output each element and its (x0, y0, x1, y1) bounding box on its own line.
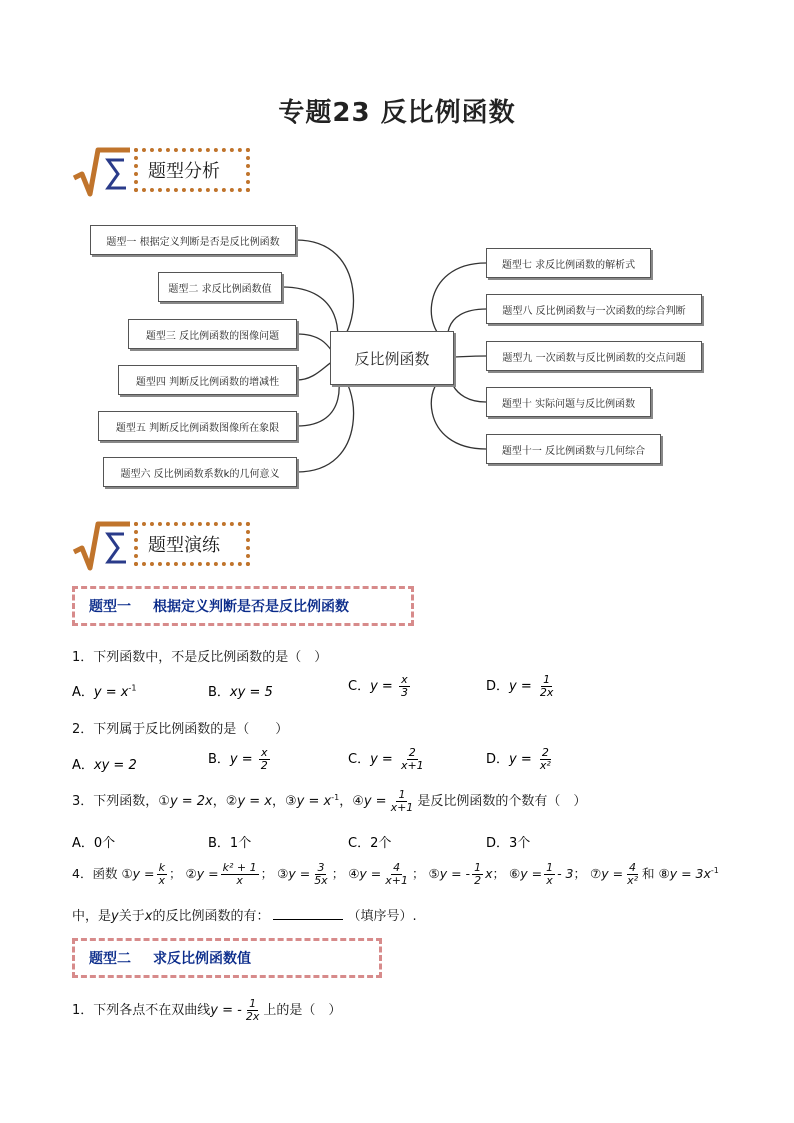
q1-option-d: D．y = $\frac{1}{2x}$ (486, 673, 554, 700)
question-2-stem: 2．下列属于反比例函数的是（ ） (72, 722, 289, 737)
mindmap-node-4: 题型四 判断反比例函数的增减性 (118, 365, 297, 395)
q1-option-b: B．xy = 5 (208, 685, 273, 700)
q3-option-b: B．1个 (208, 836, 252, 851)
q2-option-a: A．xy = 2 (72, 758, 137, 773)
mindmap-node-8: 题型八 反比例函数与一次函数的综合判断 (486, 294, 702, 324)
mindmap-node-10: 题型十 实际问题与反比例函数 (486, 387, 651, 417)
topic2-question-1-stem: 1．下列各点不在双曲线y = - $\frac{1}{2x}$ 上的是（ ） (72, 997, 342, 1024)
q2-option-d: D．y = $\frac{2}{\text{x²}}$ (486, 746, 551, 773)
mindmap-node-5: 题型五 判断反比例函数图像所在象限 (98, 411, 297, 441)
q3-option-d: D．3个 (486, 836, 531, 851)
question-4-line2: 中，是y关于x的反比例函数的有： （填序号）. (72, 909, 417, 924)
mindmap-center: 反比例函数 (330, 331, 454, 385)
mindmap-node-2: 题型二 求反比例函数值 (158, 272, 282, 302)
section-header-analysis (72, 144, 262, 200)
q1-option-c: C．y = $\frac{x}{3}$ (348, 673, 408, 700)
q3-option-a: A．0个 (72, 836, 116, 851)
mindmap-node-9: 题型九 一次函数与反比例函数的交点问题 (486, 341, 702, 371)
mindmap-node-1: 题型一 根据定义判断是否是反比例函数 (90, 225, 296, 255)
question-1-stem: 1．下列函数中，不是反比例函数的是（ ） (72, 650, 328, 665)
topic-label: 题型一 (89, 599, 131, 615)
mindmap-node-3: 题型三 反比例函数的图像问题 (128, 319, 297, 349)
q2-option-b: B．y = $\frac{x}{2}$ (208, 746, 268, 773)
page-title: 专题23 反比例函数 (278, 98, 516, 128)
section-header-practice (72, 518, 262, 574)
section-label: 题型演练 (134, 522, 250, 566)
topic-title: 根据定义判断是否是反比例函数 (153, 599, 349, 615)
q1-option-a: A．$y = x^{-1}$ (72, 683, 137, 700)
topic-header-1 (72, 586, 414, 626)
topic-title: 求反比例函数值 (153, 951, 251, 967)
sqrt-sigma-icon (72, 144, 132, 200)
topic-label: 题型二 (89, 951, 131, 967)
sqrt-sigma-icon (72, 518, 132, 574)
mindmap-node-6: 题型六 反比例函数系数k的几何意义 (103, 457, 297, 487)
question-3-stem: 3．下列函数，①y = 2x，②y = x，③y = $x^{-1}$，④y = $\frac{1}{x+1}$ 是反比例函数的个数有（ ） (72, 788, 587, 815)
answer-blank[interactable] (273, 919, 343, 920)
mindmap-node-11: 题型十一 反比例函数与几何综合 (486, 434, 661, 464)
question-4-stem: 4．函数 ①y = $\frac{k}{x}$ ； ②y = $\frac{\text{k² + 1}}{x}$ ； ③y = $\frac{3}{5x}$ ； ④y = $\frac{4}{x+1}$ ； ⑤y = - $\frac{1}{2}$ x； ⑥y = $\frac{1}{x}$ - 3； ⑦y = $\frac{4}{\text{x²}}$ 和 ⑧y = $3x^{-1}$ (72, 861, 719, 888)
section-label: 题型分析 (134, 148, 250, 192)
mindmap-node-7: 题型七 求反比例函数的解析式 (486, 248, 651, 278)
topic-header-2 (72, 938, 382, 978)
q3-option-c: C．2个 (348, 836, 392, 851)
q2-option-c: C．y = $\frac{2}{x+1}$ (348, 746, 424, 773)
